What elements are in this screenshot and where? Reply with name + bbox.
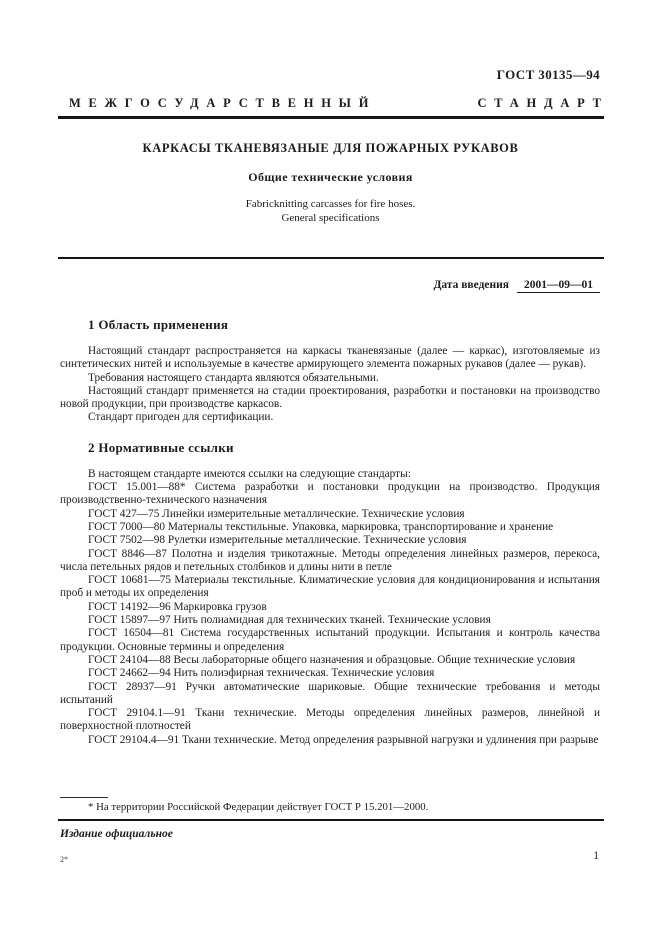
reference-item: ГОСТ 7502—98 Рулетки измерительные металлические. Технические условия xyxy=(88,534,467,547)
category-word-1: МЕЖГОСУДАРСТВЕННЫЙ xyxy=(69,96,377,110)
title-translation xyxy=(0,197,661,225)
reference-item: ГОСТ 427—75 Линейки измерительные металлические. Технические условия xyxy=(88,507,465,520)
footnote-text: * На территории Российской Федерации действует ГОСТ Р 15.201—2000. xyxy=(88,801,429,813)
reference-item: ГОСТ 15.001—88* Система разработки и постановки продукции на производство. Продукция производственно-технического назначения xyxy=(60,481,600,507)
reference-item: ГОСТ 29104.1—91 Ткани технические. Методы определения линейных размеров, линейной и поверхностной плотностей xyxy=(60,707,600,733)
footer-rule xyxy=(58,819,604,821)
reference-item: ГОСТ 15897—97 Нить полиамидная для технических тканей. Технические условия xyxy=(88,614,491,627)
paragraph: Настоящий стандарт распространяется на каркасы тканевязаные (далее — каркас), изготовляемые из синтетических нитей и используемые в качестве армирующего элемента пожарных рукавов (далее — рукав). xyxy=(60,345,600,371)
paragraph: Настоящий стандарт применяется на стадии проектирования, разработки и постановки на производство новой продукции, при производстве каркасов. xyxy=(60,384,600,411)
title-translation-line2: General specifications xyxy=(281,212,380,224)
document-body xyxy=(60,317,600,747)
edition-note: Издание официальное xyxy=(60,828,173,840)
document-subtitle: Общие технические условия xyxy=(248,170,413,184)
reference-item: ГОСТ 7000—80 Материалы текстильные. Упаковка, маркировка, транспортирование и хранение xyxy=(88,520,554,533)
section-heading-references: 2 Нормативные ссылки xyxy=(88,439,234,455)
effective-date-value: 2001—09—01 xyxy=(517,279,600,293)
reference-item: ГОСТ 10681—75 Материалы текстильные. Климатические условия для кондиционирования и испытания проб и методы их определения xyxy=(60,574,600,600)
reference-item: ГОСТ 28937—91 Ручки автоматические шариковые. Общие технические требования и методы испытаний xyxy=(60,680,600,706)
print-signature-mark: 2* xyxy=(60,855,68,864)
reference-item: ГОСТ 24104—88 Весы лабораторные общего назначения и образцовые. Общие технические условия xyxy=(88,653,576,666)
standard-category-heading xyxy=(69,96,609,111)
reference-item: ГОСТ 16504—81 Система государственных испытаний продукции. Испытания и контроль качества продукции. Основные термины и определения xyxy=(60,627,600,653)
document-title: КАРКАСЫ ТКАНЕВЯЗАНЫЕ ДЛЯ ПОЖАРНЫХ РУКАВОВ xyxy=(142,141,519,155)
title-translation-line1: Fabricknitting carcasses for fire hoses. xyxy=(245,198,416,210)
reference-item: ГОСТ 29104.4—91 Ткани технические. Метод определения разрывной нагрузки и удлинения при разрыве xyxy=(88,733,599,746)
footnote-separator-rule xyxy=(60,797,108,798)
paragraph: В настоящем стандарте имеются ссылки на следующие стандарты: xyxy=(88,467,411,480)
paragraph: Стандарт пригоден для сертификации. xyxy=(88,411,274,424)
category-word-2: СТАНДАРТ xyxy=(477,96,609,110)
effective-date-line xyxy=(433,279,600,293)
page-number: 1 xyxy=(593,850,599,862)
effective-date-label: Дата введения xyxy=(433,279,509,291)
reference-item: ГОСТ 8846—87 Полотна и изделия трикотажные. Методы определения линейных размеров, перекоса, числа петельных рядов и петельных столбиков и длины нити в петле xyxy=(60,547,600,573)
reference-item: ГОСТ 14192—96 Маркировка грузов xyxy=(88,600,267,613)
header-rule xyxy=(58,116,604,119)
paragraph: Требования настоящего стандарта являются обязательными. xyxy=(88,371,379,384)
reference-item: ГОСТ 24662—94 Нить полиэфирная техническая. Технические условия xyxy=(88,667,435,680)
title-separator-rule xyxy=(58,257,604,259)
section-heading-scope: 1 Область применения xyxy=(88,317,229,332)
doc-code: ГОСТ 30135—94 xyxy=(496,67,600,82)
